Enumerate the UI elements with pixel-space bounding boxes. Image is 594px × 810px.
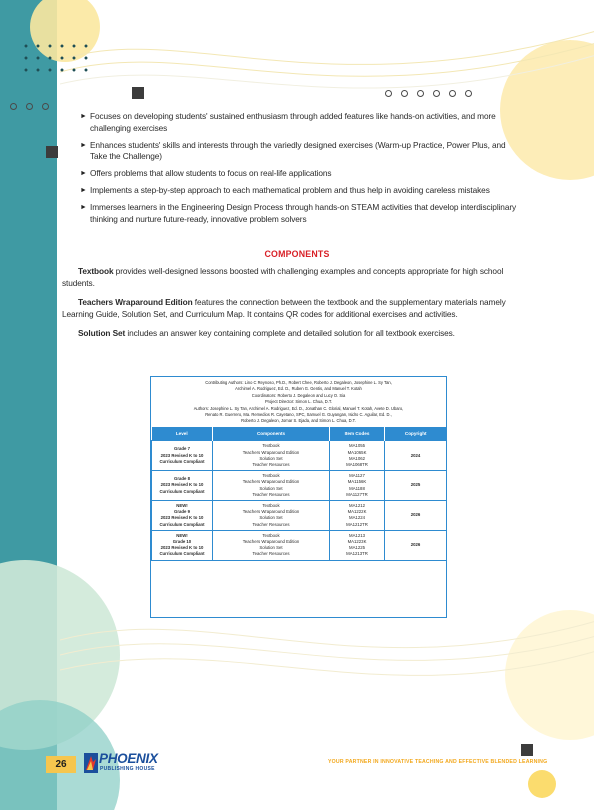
components-cell: Textbook Teachers Wraparound Edition Solution Set Teacher Resources [213, 500, 330, 530]
codes-cell: MA1212 MA1222K MA1224 MA1212TR [330, 500, 385, 530]
codes-cell: MA1213 MA1223K MA1225 MA1213TR [330, 530, 385, 560]
product-table-box [150, 376, 447, 618]
copyright-cell: 2024 [385, 441, 447, 471]
page-number: 26 [46, 756, 76, 773]
publisher-logo [84, 752, 166, 774]
bullet-triangle-icon: ► [80, 204, 87, 211]
table-row [152, 441, 447, 471]
component-textbook: Textbook provides well-designed lessons boosted with challenging examples and concepts appropriate for high school students. [62, 266, 504, 288]
decorative-square [132, 87, 144, 99]
bullet-triangle-icon: ► [80, 141, 87, 149]
components-cell: Textbook Teachers Wraparound Edition Solution Set Teacher Resources [213, 530, 330, 560]
table-row [152, 471, 447, 501]
header-components: Components [213, 427, 330, 441]
codes-cell: MA1127 MA1156K MA1188 MA1127TR [330, 471, 385, 501]
logo-subtitle: PUBLISHING HOUSE [100, 766, 155, 772]
header-level: Level [152, 427, 213, 441]
footer-tagline: YOUR PARTNER IN INNOVATIVE TEACHING AND EFFECTIVE BLENDED LEARNING [328, 759, 548, 765]
decorative-dot-grid [20, 40, 95, 80]
components-cell: Textbook Teachers Wraparound Edition Solution Set Teacher Resources [213, 441, 330, 471]
feature-item: ► Offers problems that allow students to focus on real-life applications [80, 168, 332, 178]
phoenix-logo-icon [84, 753, 98, 773]
product-table [151, 427, 447, 561]
copyright-cell: 2026 [385, 530, 447, 560]
bullet-triangle-icon: ► [80, 187, 87, 194]
feature-item: ► Enhances students' skills and interests through the variedly designed exercises (Warm-up Practice, Power Plus, and Take the Challenge) [80, 139, 506, 161]
component-teachers-wraparound: Teachers Wraparound Edition features the connection between the textbook and the supplementary materials namely Learning Guide, Solution Set, and Curriculum Map. It contains QR codes for additional exercises and activities. [62, 297, 506, 319]
component-solution-set: Solution Set includes an answer key containing complete and detailed solution for all textbook exercises. [78, 328, 455, 338]
table-row [152, 530, 447, 560]
feature-list [80, 111, 520, 231]
level-cell: Grade 7 2023 Revised K to 10 Curriculum Compliant [152, 441, 213, 471]
header-copyright: Copyright [385, 427, 447, 441]
level-cell: NEW! Grade 9 2023 Revised K to 10 Curriculum Compliant [152, 500, 213, 530]
decorative-square [46, 146, 58, 158]
table-row [152, 500, 447, 530]
table-header-row [152, 427, 447, 441]
components-heading: COMPONENTS [264, 249, 330, 259]
level-cell: NEW! Grade 10 2023 Revised K to 10 Curriculum Compliant [152, 530, 213, 560]
feature-item: ► Immerses learners in the Engineering Design Process through hands-on STEAM activities that develop interdisciplinary thinking and nurture future-ready, innovative problem solvers [80, 202, 517, 224]
decorative-rings-left [10, 103, 49, 110]
bullet-triangle-icon: ► [80, 170, 87, 177]
feature-item: ► Focuses on developing students' sustained enthusiasm through added features like hands-on activities, and more challenging exercises [80, 111, 496, 133]
bullet-triangle-icon: ► [80, 113, 87, 120]
level-cell: Grade 8 2023 Revised K to 10 Curriculum Compliant [152, 471, 213, 501]
decorative-rings-right [385, 90, 472, 97]
credits-block: Contributing Authors: Lino C Reynoso, Ph.D., Robert Chee, Roberto J. Degaleon, Josephine L. Sy Tan, Archimel A. Rodriguez, Ed. D., Ruben G. Gentis, and Manuel T. Kotah Coordinators: Roberto J. Degaleon and Lucy O. Sia Project Director: Simon L. Chua, D.T. Authors: Josephine L. Sy Tan, Archimel A. Rodriguez, Ed. D., Jonathan C. Glorial, Manuel T. Kotah, Avete D. Ubaro, Renato R. Guerrero, Ma. Remedios R. Cayetano, SPC, Samuel G. Guyangan, Isidro C. Aguilar, Ed. D., Roberto J. Degaleon, Jomar S. Ejada, and Simon L. Chua, D.T. [193, 380, 404, 424]
copyright-cell: 2025 [385, 471, 447, 501]
header-item-codes: Item Codes [330, 427, 385, 441]
logo-name: PHOENIX [99, 751, 158, 766]
codes-cell: MA1055 MA1065K MA1062 MA1068TR [330, 441, 385, 471]
copyright-cell: 2026 [385, 500, 447, 530]
components-cell: Textbook Teachers Wraparound Edition Solution Set Teacher Resources [213, 471, 330, 501]
decorative-square [521, 744, 533, 756]
feature-item: ► Implements a step-by-step approach to each mathematical problem and thus help in avoiding careless mistakes [80, 185, 490, 195]
